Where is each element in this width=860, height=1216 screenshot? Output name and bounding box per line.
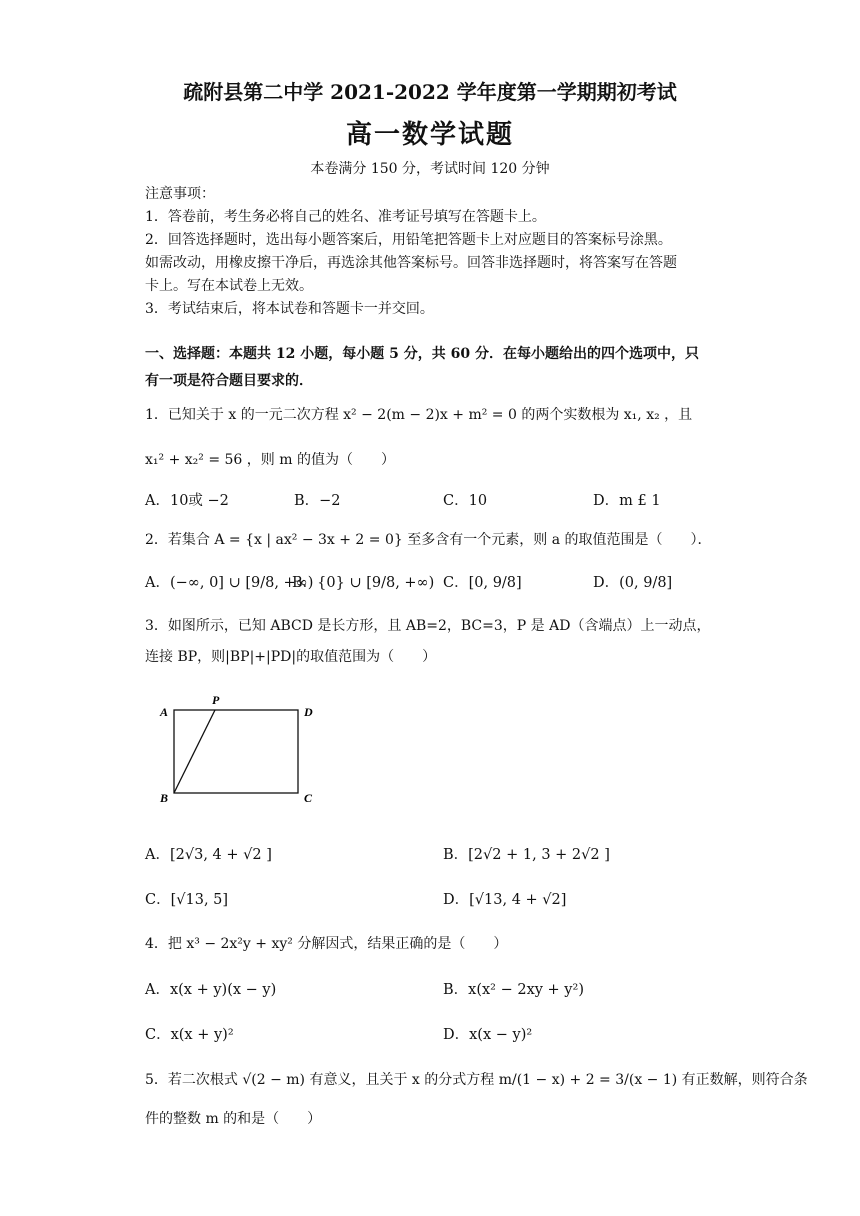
question-2-option-b: B．{0} ∪ [9/8, +∞) — [292, 575, 435, 591]
question-2-option-d: D．(0, 9/8] — [593, 575, 673, 591]
note-item-1: 1．答卷前，考生务必将自己的姓名、准考证号填写在答题卡上。 — [145, 209, 546, 225]
exam-info: 本卷满分 150 分，考试时间 120 分钟 — [310, 161, 550, 177]
question-4-line-1: 4．把 x³ − 2x²y + xy² 分解因式，结果正确的是（ ） — [145, 936, 508, 952]
question-2-line-1: 2．若集合 A = {x | ax² − 3x + 2 = 0} 至多含有一个元素，则 a 的取值范围是（ ）． — [145, 532, 712, 548]
note-item-2-line-1: 2．回答选择题时，选出每小题答案后，用铅笔把答题卡上对应题目的答案标号涂黑。 — [145, 232, 672, 248]
question-4-option-d: D．x(x − y)² — [443, 1027, 533, 1043]
question-4-option-b: B．x(x² − 2xy + y²) — [443, 982, 584, 998]
notes-heading: 注意事项： — [145, 186, 215, 202]
rectangle-figure — [150, 690, 330, 810]
question-3-option-a: A．[2√3, 4 + √2 ] — [145, 847, 272, 863]
question-5-line-2: 件的整数 m 的和是（ ） — [145, 1111, 322, 1127]
section-heading-line-1: 一、选择题：本题共 12 小题，每小题 5 分，共 60 分．在每小题给出的四个选项中，只 — [145, 346, 699, 362]
question-1-option-a: A．10或 −2 — [145, 493, 229, 509]
section-heading-line-2: 有一项是符合题目要求的． — [145, 373, 313, 389]
label-d: D — [304, 705, 313, 719]
exam-title: 疏附县第二中学 2021-2022 学年度第一学期期初考试 — [183, 80, 677, 104]
question-3-option-c: C．[√13, 5] — [145, 892, 229, 908]
question-1-option-b: B．−2 — [294, 493, 341, 509]
question-5-line-1: 5．若二次根式 √(2 − m) 有意义，且关于 x 的分式方程 m/(1 − x) + 2 = 3/(x − 1) 有正数解，则符合条 — [145, 1072, 808, 1088]
note-item-2-line-3: 卡上。写在本试卷上无效。 — [145, 278, 313, 294]
question-3-option-b: B．[2√2 + 1, 3 + 2√2 ] — [443, 847, 610, 863]
label-b: B — [160, 791, 169, 805]
question-1-line-1: 1．已知关于 x 的一元二次方程 x² − 2(m − 2)x + m² = 0 的两个实数根为 x₁, x₂ ，且 — [145, 407, 693, 423]
question-2-option-a: A．(−∞, 0] ∪ [9/8, +∞) — [145, 575, 314, 591]
question-1-option-c: C．10 — [443, 493, 488, 509]
question-2-option-c: C．[0, 9/8] — [443, 575, 522, 591]
label-a: A — [160, 705, 169, 719]
question-1-line-2: x₁² + x₂² = 56 ，则 m 的值为（ ） — [145, 452, 395, 468]
note-item-3: 3．考试结束后，将本试卷和答题卡一并交回。 — [145, 301, 434, 317]
label-p: P — [212, 693, 220, 707]
question-1-option-d: D．m £ 1 — [593, 493, 661, 509]
note-item-2-line-2: 如需改动，用橡皮擦干净后，再选涂其他答案标号。回答非选择题时，将答案写在答题 — [145, 255, 677, 271]
exam-subtitle: 高一数学试题 — [345, 120, 514, 150]
question-3-line-1: 3．如图所示，已知 ABCD 是长方形，且 AB=2，BC=3，P 是 AD（含端点）上一动点， — [145, 618, 711, 634]
question-4-option-c: C．x(x + y)² — [145, 1027, 234, 1043]
question-4-option-a: A．x(x + y)(x − y) — [145, 982, 277, 998]
rectangle-abcd — [174, 710, 298, 793]
question-3-option-d: D．[√13, 4 + √2] — [443, 892, 567, 908]
question-3-line-2: 连接 BP，则|BP|+|PD|的取值范围为（ ） — [145, 649, 437, 665]
label-c: C — [304, 791, 313, 805]
segment-bp — [174, 710, 215, 793]
